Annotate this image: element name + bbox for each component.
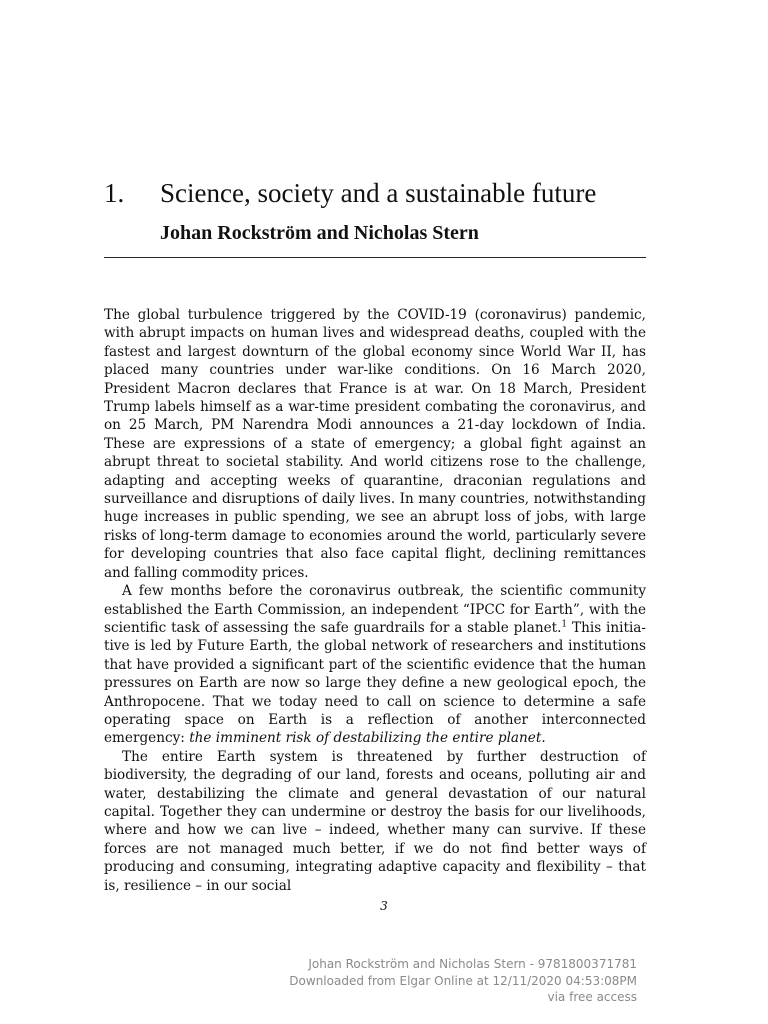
paragraph-2 bbox=[104, 582, 646, 748]
header-rule bbox=[104, 257, 646, 258]
chapter-authors: Johan Rockström and Nicholas Stern bbox=[160, 222, 479, 244]
paragraph-1: The global turbulence triggered by the COVID-19 (coronavirus) pandemic, with abrupt impacts on human lives and widespread deaths, coupled with the fastest and largest downturn of the global economy since World War II, has placed many countries under war-like conditions. On 16 March 2020, President Macron declares that France is at war. On 18 March, President Trump labels himself as a war-time president combating the coronavirus, and on 25 March, PM Narendra Modi announces a 21-day lockdown of India. These are expressions of a state of emergency; a global fight against an abrupt threat to societal stability. And world citizens rose to the challenge, adapting and accepting weeks of quarantine, draconian regulations and surveillance and disruptions of daily lives. In many countries, notwithstanding huge increases in public spending, we see an abrupt loss of jobs, with large risks of long-term damage to economies around the world, particularly severe for developing countries that also face capital flight, declining remittances and falling commodity prices. bbox=[104, 307, 646, 581]
footnote-marker[interactable]: 1 bbox=[561, 619, 568, 630]
footer-line-1: Johan Rockström and Nicholas Stern - 9781800371781 bbox=[308, 957, 637, 971]
page-number: 3 bbox=[380, 899, 388, 913]
footer-line-3: via free access bbox=[547, 990, 637, 1004]
paragraph-2-part-b: This initiative is led by Future Earth, the global network of researchers and institutions that have provided a significant part of the scientific evidence that the human pressures on Earth are now so large they define a new geological epoch, the Anthropocene. That we today need to call on science to determine a safe operating space on Earth is a reflection of another interconnected emergency: bbox=[104, 619, 646, 747]
chapter-heading bbox=[104, 178, 649, 209]
body-text bbox=[104, 306, 646, 895]
paragraph-3: The entire Earth system is threatened by further destruction of biodiversity, the degrading of our land, forests and oceans, polluting air and water, destabilizing the climate and general devastation of our natural capital. Together they can undermine or destroy the basis for our livelihoods, where and how we can live – indeed, whether many can survive. If these forces are not managed much better, if we do not find better ways of producing and consuming, integrating adaptive capacity and flexibility – that is, resilience – in our social bbox=[104, 748, 646, 894]
footer-line-2: Downloaded from Elgar Online at 12/11/2020 04:53:08PM bbox=[289, 973, 637, 988]
paragraph-2-part-a: A few months before the coronavirus outbreak, the scientific community established the Earth Commission, an independent “IPCC for Earth”, with the scientific task of assessing the safe guardrails for a stable planet. bbox=[104, 583, 646, 636]
chapter-header bbox=[104, 178, 649, 258]
paragraph-2-emphasis: the imminent risk of destabilizing the entire planet bbox=[189, 730, 542, 747]
download-footer bbox=[289, 956, 637, 1006]
paragraph-2-part-c: . bbox=[541, 730, 546, 747]
chapter-title: Science, society and a sustainable future bbox=[160, 178, 597, 208]
chapter-number: 1. bbox=[104, 178, 125, 208]
